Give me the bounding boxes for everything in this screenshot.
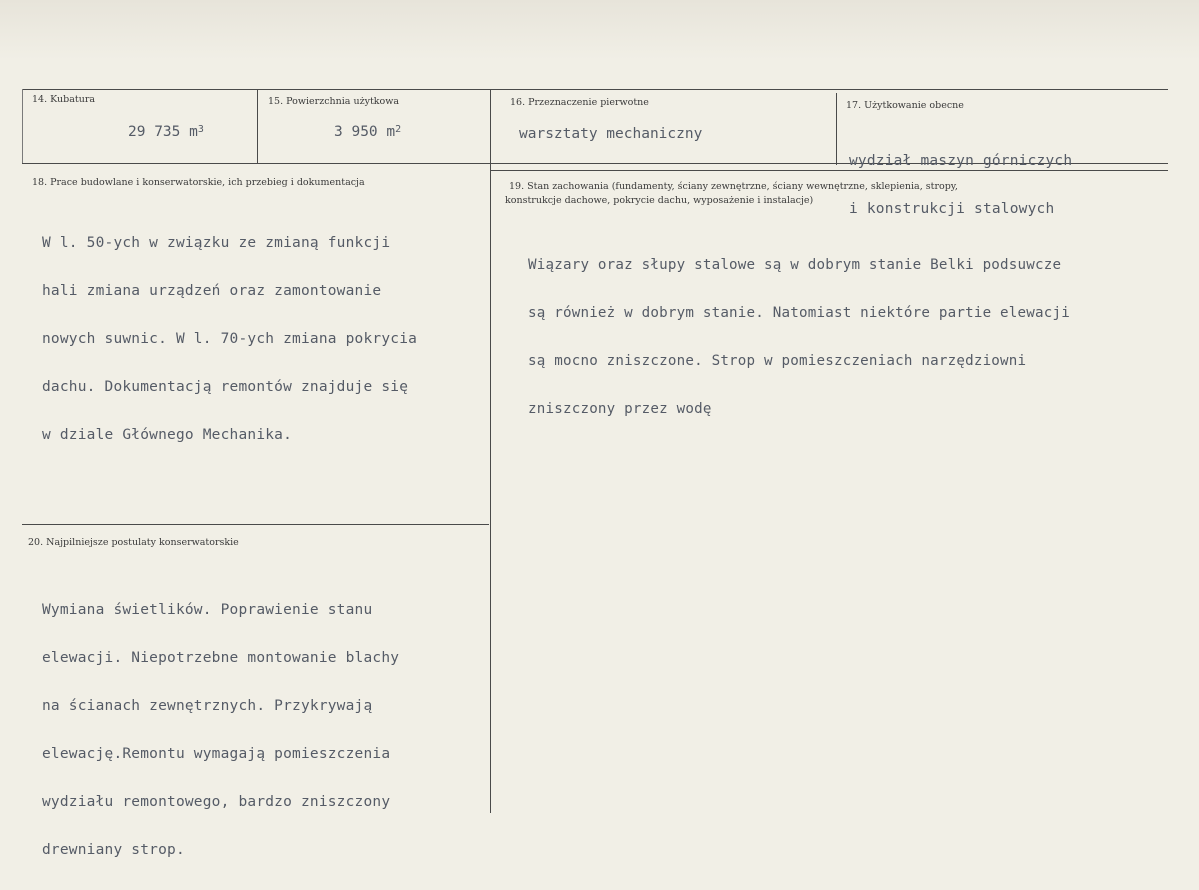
field-18-line-4: dachu. Dokumentacją remontów znajduje się [42, 379, 409, 395]
field-19-label-line-1: 19. Stan zachowania (fundamenty, ściany zewnętrzne, ściany wewnętrzne, sklepienia, stropy, [509, 181, 958, 192]
section20-top-rule [22, 524, 489, 525]
field-19-line-1: Wiązary oraz słupy stalowe są w dobrym stanie Belki podsuwcze [528, 257, 1062, 273]
field-15-unit-superscript: 2 [395, 124, 402, 135]
field-18-label: 18. Prace budowlane i konserwatorskie, ich przebieg i dokumentacja [32, 177, 365, 188]
field-18-line-3: nowych suwnic. W l. 70-ych zmiana pokrycia [42, 331, 418, 347]
field-20-text [42, 570, 399, 890]
field-15-label: 15. Powierzchnia użytkowa [268, 96, 400, 107]
field-20-line-1: Wymiana świetlików. Poprawienie stanu [42, 602, 373, 618]
field-18-line-2: hali zmiana urządzeń oraz zamontowanie [42, 283, 382, 299]
field-14-label: 14. Kubatura [32, 94, 96, 105]
divider-16-17 [836, 93, 837, 165]
field-20-line-3: na ścianach zewnętrznych. Przykrywają [42, 698, 373, 714]
field-18-text [42, 203, 417, 475]
left-border [22, 89, 23, 163]
field-17-line-2: i konstrukcji stalowych [849, 201, 1055, 217]
field-16-label: 16. Przeznaczenie pierwotne [510, 97, 649, 108]
field-16-value: warsztaty mechaniczny [519, 126, 703, 142]
field-19-line-3: są mocno zniszczone. Strop w pomieszczeniach narzędziowni [528, 353, 1027, 369]
field-20-line-4: elewację.Remontu wymagają pomieszczenia [42, 746, 391, 762]
field-20-line-5: wydziału remontowego, bardzo zniszczony [42, 794, 391, 810]
top-rule [22, 89, 1168, 90]
field-20-label: 20. Najpilniejsze postulaty konserwatorskie [28, 537, 239, 548]
field-15-number: 3 950 m [334, 124, 396, 140]
divider-15-16 [490, 89, 491, 813]
field-14-unit-superscript: 3 [197, 124, 204, 135]
field-18-line-5: w dziale Głównego Mechanika. [42, 427, 293, 443]
field-19-line-2: są również w dobrym stanie. Natomiast niektóre partie elewacji [528, 305, 1070, 321]
divider-14-15 [257, 89, 258, 163]
field-17-line-1: wydział maszyn górniczych [849, 153, 1073, 169]
field-14-number: 29 735 m [128, 124, 198, 140]
field-19-text [528, 225, 1070, 449]
field-19-label-line-2: konstrukcje dachowe, pokrycie dachu, wyposażenie i instalacje) [505, 195, 814, 206]
field-17-label: 17. Użytkowanie obecne [846, 100, 964, 111]
field-20-line-2: elewacji. Niepotrzebne montowanie blachy [42, 650, 400, 666]
field-20-line-6: drewniany strop. [42, 842, 185, 858]
field-14-value [128, 124, 204, 140]
field-19-line-4: zniszczony przez wodę [528, 401, 712, 417]
field-18-line-1: W l. 50-ych w związku ze zmianą funkcji [42, 235, 391, 251]
field-15-value [334, 124, 401, 140]
